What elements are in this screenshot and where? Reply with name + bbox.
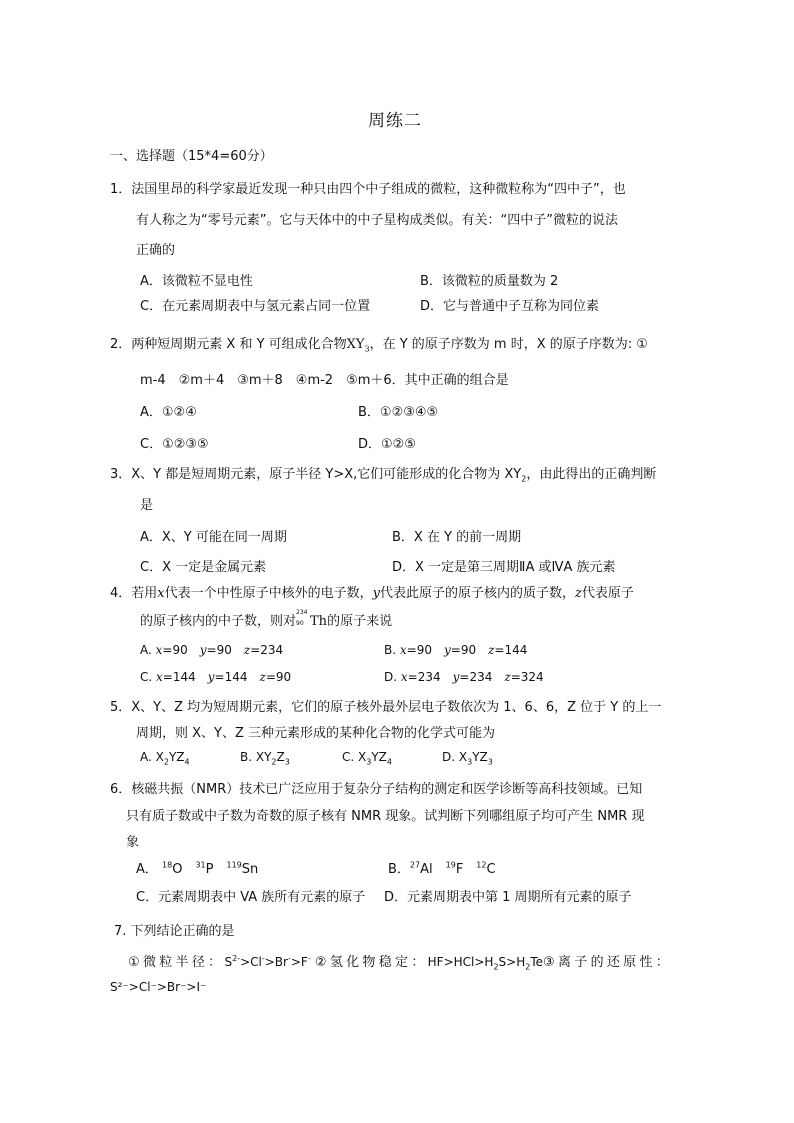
q4-text-2: 代表一个中性原子中核外的电子数， — [164, 586, 373, 601]
q6a-m2: 31 — [195, 860, 206, 870]
q3-option-d[interactable]: D．X 一定是第三周期ⅡA 或ⅣA 族元素 — [392, 560, 616, 575]
q6-line2: 只有质子数或中子数为奇数的原子核有 NMR 现象。试判断下列哪组原子均可产生 NMR 现 — [126, 809, 645, 824]
q4d-var-y: y — [452, 670, 460, 684]
q4b-v2: =90 — [450, 643, 489, 657]
q4-var-z: z — [575, 586, 582, 601]
q3-line1 — [110, 463, 656, 484]
q1-line1: 1．法国里昂的科学家最近发现一种只由四个中子组成的微粒，这种微粒称为“四中子”，也 — [110, 182, 626, 197]
q4a-v3: =234 — [250, 643, 284, 657]
q5b-label: B. XY — [240, 750, 272, 764]
q4d-v2: =234 — [459, 670, 505, 684]
q6a-label: A． — [136, 862, 158, 877]
thorium-nuclide — [296, 609, 310, 628]
q4-var-y: y — [372, 586, 380, 601]
q5-option-c[interactable]: C. $X_3YZ_4$ — [342, 750, 392, 767]
q3-option-b[interactable]: B．X 在 Y 的前一周期 — [392, 530, 522, 545]
q4c-v3: =90 — [265, 670, 292, 684]
q4d-var-x: x — [400, 670, 408, 684]
q4c-v2: =144 — [214, 670, 260, 684]
q3-sub: 2 — [521, 474, 527, 484]
q4-line1 — [110, 582, 634, 601]
q4d-v3: =324 — [510, 670, 544, 684]
q6b-m2: 19 — [445, 860, 456, 870]
q5-line2: 周期，则 X、Y、Z 三种元素形成的某种化合物的化学式可能为 — [136, 726, 496, 741]
q2-text-a: 2．两种短周期元素 X 和 Y 可组成化合物 — [110, 337, 347, 352]
q4c-var-x: x — [156, 670, 163, 684]
q2-option-b[interactable]: B．①②③④⑤ — [358, 405, 439, 420]
q4c-label: C. — [140, 670, 157, 684]
page-title: 周练二 — [368, 111, 422, 131]
q7-stmt2-value: $HF>HCl>H_2S>H_2Te$ — [427, 955, 544, 972]
q4-option-b[interactable] — [384, 641, 527, 658]
q5d-sub2: 3 — [487, 757, 493, 767]
q6-line3: 象 — [126, 835, 140, 850]
q4a-label: A. — [140, 643, 156, 657]
q5-option-b[interactable]: B. $XY_2Z_3$ — [240, 750, 290, 767]
q6-option-b[interactable]: B．$^{27}$Al $^{19}$F $^{12}$C — [388, 860, 496, 877]
q5a-sub1: 2 — [163, 757, 169, 767]
q7-line2 — [128, 951, 672, 971]
nuclide-symbol: Th — [310, 614, 328, 629]
q4d-v1: =234 — [407, 670, 453, 684]
q2-text-b: ，在 Y 的原子序数为 m 时，X 的原子序数为: ① — [369, 337, 648, 352]
q2-formula — [347, 337, 370, 352]
q1-option-a[interactable]: A．该微粒不显电性 — [140, 274, 253, 289]
q6-option-a[interactable]: A． $^{18}$O $^{31}$P $^{119}$Sn — [136, 860, 259, 877]
q5a-label: A. X — [140, 750, 164, 764]
q5c-label: C. X — [342, 750, 367, 764]
q1-option-b[interactable]: B．该微粒的质量数为 2 — [420, 274, 559, 289]
q2-option-a[interactable]: A．①②④ — [140, 405, 197, 420]
q4-line2 — [140, 610, 392, 629]
q4a-v2: =90 — [206, 643, 244, 657]
q6b-m1: 27 — [409, 860, 421, 870]
q4-text-4: 代表原子 — [581, 586, 634, 601]
q3-line2: 是 — [140, 498, 154, 513]
q4c-var-y: y — [207, 670, 215, 684]
nuclide-number: 90 — [296, 620, 304, 627]
q7-stmt2-label: ②氢化物稳定： — [314, 955, 428, 970]
q5-option-a[interactable]: A. $X_2YZ_4$ — [140, 750, 190, 767]
q4-text-5: 的原子核内的中子数，则对 — [140, 614, 297, 629]
q4b-var-x: x — [399, 643, 407, 657]
q1-option-d[interactable]: D．它与普通中子互称为同位素 — [420, 299, 600, 314]
q3-text-b: ，由此得出的正确判断 — [526, 467, 657, 482]
section-heading: 一、选择题（15*4=60分） — [110, 149, 273, 164]
q5-line1: 5．X、Y、Z 均为短周期元素，它们的原子核外最外层电子数依次为 1、6、6，Z 位于 Y 的上一 — [110, 700, 662, 715]
q5a-sub2: 4 — [184, 757, 190, 767]
q4c-var-z: z — [259, 670, 266, 684]
q6-option-c[interactable]: C．元素周期表中 VA 族所有元素的原子 — [136, 890, 366, 905]
q6a-m1: 18 — [162, 860, 173, 870]
q7-stmt1-label: ①微粒半径： — [128, 955, 225, 970]
q4-var-x: x — [157, 586, 165, 601]
q6b-label: B． — [388, 862, 410, 877]
q3-text-a: 3．X、Y 都是短周期元素，原子半径 Y>X,它们可能形成的化合物为 XY — [110, 467, 522, 482]
q2-line1 — [110, 333, 648, 354]
q7-stmt3-label: ③离子的还原性： — [543, 955, 673, 970]
q4-option-a[interactable] — [140, 641, 283, 658]
q3-option-a[interactable]: A．X、Y 可能在同一周期 — [140, 530, 287, 545]
q7-stmt1-value: $S^{2-}>Cl^->Br^->F^-$ — [224, 954, 311, 969]
q7-line1: 7. 下列结论正确的是 — [114, 924, 235, 939]
q5c-sub2: 4 — [386, 757, 392, 767]
q4a-var-z: z — [243, 643, 251, 657]
q4b-v3: =144 — [494, 643, 528, 657]
q4d-label: D. — [384, 670, 401, 684]
q2-option-d[interactable]: D．①②⑤ — [358, 437, 416, 452]
q6b-m3: 12 — [476, 860, 487, 870]
q4d-var-z: z — [504, 670, 511, 684]
q4c-v1: =144 — [162, 670, 208, 684]
q4b-var-z: z — [488, 643, 495, 657]
q1-line2: 有人称之为“零号元素”。它与天体中的中子星构成类似。有关：“四中子”微粒的说法 — [136, 213, 618, 228]
q2-formula-body: XY — [346, 337, 365, 352]
q2-line2: m-4 ②m＋4 ③m＋8 ④m-2 ⑤m＋6．其中正确的组合是 — [140, 373, 509, 388]
q6-option-d[interactable]: D．元素周期表中第 1 周期所有元素的原子 — [384, 890, 632, 905]
q3-option-c[interactable]: C．X 一定是金属元素 — [140, 560, 267, 575]
q5d-sub1: 3 — [467, 757, 473, 767]
q7-line3: S²⁻>Cl⁻>Br⁻>I⁻ — [110, 980, 207, 994]
q4b-var-y: y — [443, 643, 451, 657]
q5d-label: D. X — [442, 750, 468, 764]
q4-text-1: 4．若用 — [110, 586, 158, 601]
q4-option-d[interactable] — [384, 668, 544, 685]
q4a-var-x: x — [155, 643, 163, 657]
q4a-var-y: y — [199, 643, 207, 657]
q1-line3: 正确的 — [136, 243, 176, 258]
q6-line1: 6．核磁共振（NMR）技术已广泛应用于复杂分子结构的测定和医学诊断等高科技领域。已知 — [110, 782, 643, 797]
q2-option-c[interactable]: C．①②③⑤ — [140, 437, 209, 452]
q5-option-d[interactable]: D. $X_3YZ_3$ — [442, 750, 493, 767]
q2-formula-sub: 3 — [364, 344, 370, 354]
q1-option-c[interactable]: C．在元素周期表中与氢元素占同一位置 — [140, 299, 371, 314]
q4-text-3: 代表此原子的原子核内的质子数， — [380, 586, 576, 601]
q5c-sub1: 3 — [366, 757, 372, 767]
q4b-label: B. — [384, 643, 400, 657]
q5b-sub1: 2 — [271, 757, 277, 767]
q6a-m3: 119 — [226, 860, 242, 870]
q5b-sub2: 3 — [284, 757, 290, 767]
q4-text-6: 的原子来说 — [327, 614, 393, 629]
q4a-v1: =90 — [162, 643, 200, 657]
q4-option-c[interactable] — [140, 668, 291, 685]
nuclide-mass: 234 — [296, 609, 308, 616]
q4b-v1: =90 — [406, 643, 444, 657]
